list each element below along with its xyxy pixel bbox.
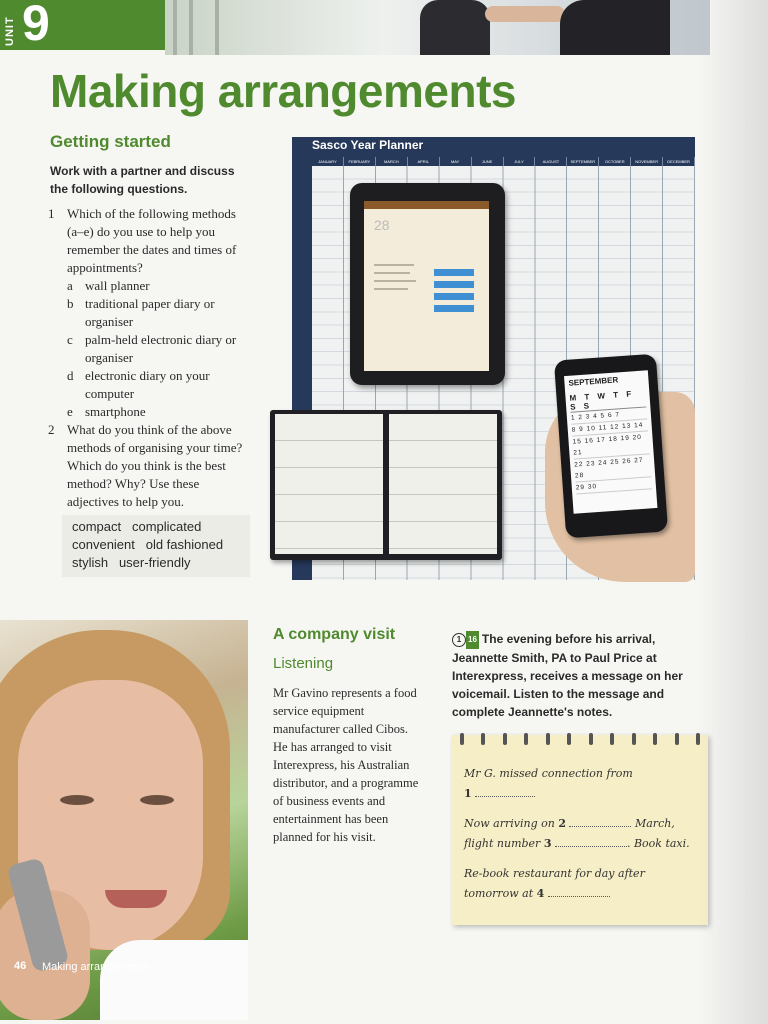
notepad bbox=[452, 735, 708, 925]
adjectives-line: stylish user-friendly bbox=[72, 555, 191, 570]
unit-number: 9 bbox=[22, 0, 50, 51]
unit-tab bbox=[0, 0, 165, 50]
paper-diary bbox=[270, 410, 502, 560]
listening-subheading: Listening bbox=[273, 655, 334, 672]
phone-calendar bbox=[564, 370, 657, 514]
tablet-date: 28 bbox=[374, 217, 390, 233]
planner-month: MARCH bbox=[376, 157, 408, 166]
blank-number: 3 bbox=[543, 837, 552, 850]
answer-blank-2[interactable] bbox=[569, 816, 631, 827]
answer-blank-4[interactable] bbox=[548, 886, 610, 897]
question-number: 1 bbox=[48, 206, 55, 221]
blank-number: 1 bbox=[464, 787, 472, 800]
getting-started-instruction: Work with a partner and discuss the following questions. bbox=[50, 164, 235, 196]
getting-started-heading: Getting started bbox=[50, 132, 171, 151]
question-1 bbox=[48, 205, 253, 277]
phone-week: 15 16 17 18 19 20 21 bbox=[572, 431, 649, 459]
planner-months bbox=[312, 157, 695, 166]
phone-week: 22 23 24 25 26 27 28 bbox=[574, 454, 651, 482]
planner-month: NOVEMBER bbox=[631, 157, 663, 166]
adjectives-line: convenient old fashioned bbox=[72, 537, 224, 552]
adjectives-box bbox=[62, 515, 250, 577]
planner-month: FEBRUARY bbox=[344, 157, 376, 166]
option-c: c palm-held electronic diary or organiser bbox=[67, 332, 237, 365]
note-line-1: Mr G. missed connection from bbox=[464, 767, 633, 780]
blank-number: 2 bbox=[558, 817, 566, 830]
planner-month: DECEMBER bbox=[663, 157, 695, 166]
answer-blank-1[interactable] bbox=[475, 786, 535, 797]
note-line-5: Re-book restaurant for day after bbox=[464, 867, 645, 880]
planner-month: JULY bbox=[504, 157, 536, 166]
planner-title: Sasco Year Planner bbox=[312, 138, 424, 152]
questions-list bbox=[48, 205, 253, 511]
cd-icon: 1 bbox=[452, 633, 466, 647]
planner-month: MAY bbox=[440, 157, 472, 166]
blank-number: 4 bbox=[536, 887, 545, 900]
planner-month: AUGUST bbox=[535, 157, 567, 166]
woman-on-phone-photo bbox=[0, 620, 248, 1020]
planner-month: SEPTEMBER bbox=[567, 157, 599, 166]
company-visit-body: Mr Gavino represents a food service equipment manufacturer called Cibos. He has arranged to visit Interexpress, his Australian distributor, and a programme of business events and entertainment has been planned for his visit. bbox=[273, 686, 419, 844]
tablet-screen bbox=[364, 201, 489, 371]
question-text: What do you think of the above methods of organising your time? Which do you think is the best method? Why? Use these adjectives to help you. bbox=[67, 422, 243, 509]
header-photo-handshake bbox=[165, 0, 710, 55]
option-e: e smartphone bbox=[67, 404, 146, 419]
phone-month: SEPTEMBER bbox=[568, 375, 619, 388]
note-line-4: flight number 3 . Book taxi. bbox=[464, 837, 690, 850]
planner-month: APRIL bbox=[408, 157, 440, 166]
company-visit-heading: A company visit bbox=[273, 626, 396, 643]
planner-month: JUNE bbox=[472, 157, 504, 166]
planner-month: JANUARY bbox=[312, 157, 344, 166]
listening-text: The evening before his arrival, Jeannette Smith, PA to Paul Price at Interexpress, receives a message on her voicemail. Listen to the message and complete Jeannette's notes. bbox=[452, 632, 683, 719]
option-b: b traditional paper diary or organiser bbox=[67, 296, 215, 329]
track-number: 16 bbox=[466, 631, 479, 649]
phone-week: 8 9 10 11 12 13 14 bbox=[571, 419, 648, 436]
adjectives-line: compact complicated bbox=[72, 519, 202, 534]
option-d: d electronic diary on your computer bbox=[67, 368, 210, 401]
question-text: Which of the following methods (a–e) do you use to help you remember the dates and times of appointments? bbox=[67, 206, 237, 275]
phone-week: 1 2 3 4 5 6 7 bbox=[571, 407, 648, 424]
footer-label: Making arrangements bbox=[42, 961, 149, 973]
page-number: 46 bbox=[14, 960, 27, 972]
question-2 bbox=[48, 421, 253, 511]
note-line-2 bbox=[464, 785, 699, 803]
smartphone-device bbox=[554, 354, 668, 539]
page-edge-shadow bbox=[698, 0, 768, 1024]
planner-month: OCTOBER bbox=[599, 157, 631, 166]
phone-weekdays: M T W T F S S bbox=[569, 388, 646, 412]
phone-week: 29 30 bbox=[575, 477, 652, 494]
tablet-device bbox=[350, 183, 505, 385]
answer-blank-3[interactable] bbox=[555, 836, 627, 847]
notepad-rings bbox=[460, 733, 700, 747]
listening-instruction bbox=[452, 630, 702, 721]
option-a: a wall planner bbox=[67, 278, 150, 293]
note-line-6: tomorrow at 4 bbox=[464, 885, 699, 903]
note-line-3: Now arriving on 2 March, bbox=[464, 817, 675, 830]
unit-label: UNIT bbox=[4, 16, 16, 46]
question-number: 2 bbox=[48, 422, 55, 437]
page-title: Making arrangements bbox=[50, 65, 516, 117]
